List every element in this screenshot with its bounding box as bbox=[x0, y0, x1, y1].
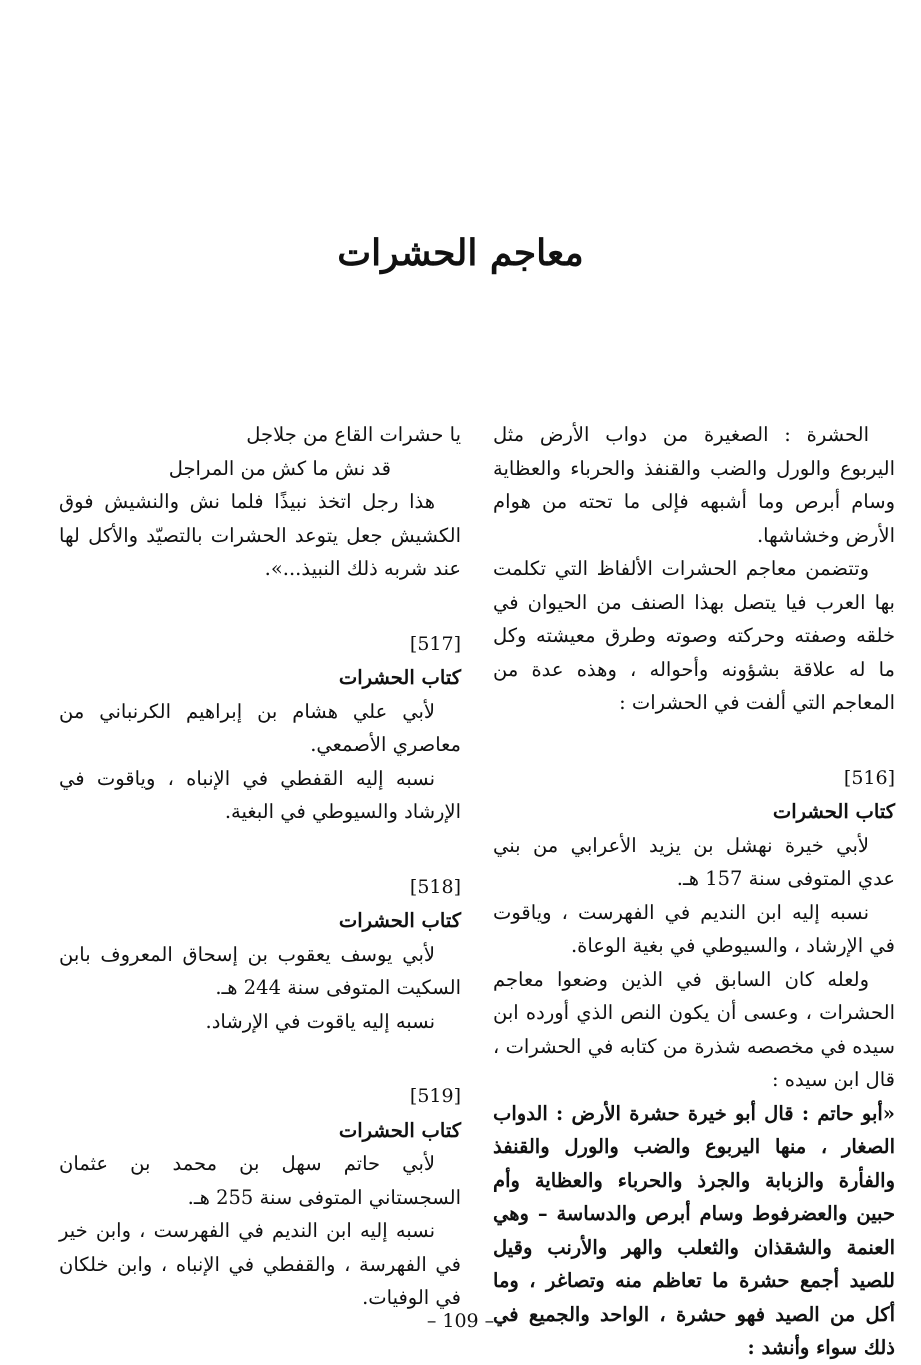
entry-title-517: كتاب الحشرات bbox=[338, 666, 461, 689]
section-gap bbox=[59, 586, 461, 628]
verse-commentary: هذا رجل اتخذ نبيذًا فلما نش والنشيش فوق الكشيش جعل يتوعد الحشرات بالتصيّد والأكل لها عند شربه ذلك النبيذ...». bbox=[59, 490, 461, 580]
entry-quote-516: «أبو حاتم : قال أبو خيرة حشرة الأرض : الدواب الصغار ، منها اليربوع والضب والورل والقنفذ والفأرة والزبابة والجرذ والحرباء والعظاية وأم حبين والعضرفوط وسام أبرص والدساسة – وهي العنمة والشقذان والثعلب والهر والأرنب وقيل للصيد أجمع حشرة ما تعاظم منه وتصاغر ، وما أكل من الصيد فهو حشرة ، الواحد والجميع في ذلك سواء وأنشد : bbox=[493, 1101, 895, 1359]
entry-number-518: [518] bbox=[409, 875, 461, 898]
entry-author-518: لأبي يوسف يعقوب بن إسحاق المعروف بابن السكيت المتوفى سنة 244 هـ. bbox=[59, 942, 461, 999]
entry-title-518: كتاب الحشرات bbox=[338, 909, 461, 932]
entry-attribution-519: نسبه إليه ابن النديم في الفهرست ، وابن خير في الفهرسة ، والقفطي في الإنباه ، وابن خلكان في الوفيات. bbox=[59, 1219, 461, 1309]
section-gap bbox=[59, 1038, 461, 1080]
left-column bbox=[59, 418, 461, 1315]
entry-number-519: [519] bbox=[409, 1085, 461, 1107]
entry-author-516: لأبي خيرة نهشل بن يزيد الأعرابي من بني عدي المتوفى سنة 157 هـ. bbox=[493, 833, 895, 890]
entry-number-516: [516] bbox=[843, 766, 895, 789]
page-number: – 109 – bbox=[426, 1310, 495, 1332]
entry-author-517: لأبي علي هشام بن إبراهيم الكرنباني من معاصري الأصمعي. bbox=[59, 699, 461, 756]
section-gap bbox=[493, 720, 895, 762]
entry-number-517: [517] bbox=[409, 632, 461, 655]
verse-line-1: يا حشرات القاع من جلاجل bbox=[246, 423, 461, 446]
page-title: معاجم الحشرات bbox=[337, 232, 584, 274]
entry-title-519: كتاب الحشرات bbox=[338, 1118, 461, 1142]
entry-author-519: لأبي حاتم سهل بن محمد بن عثمان السجستاني المتوفى سنة 255 هـ. bbox=[59, 1152, 461, 1209]
entry-title-516: كتاب الحشرات bbox=[772, 800, 895, 823]
entry-attribution-516: نسبه إليه ابن النديم في الفهرست ، وياقوت في الإرشاد ، والسيوطي في بغية الوعاة. bbox=[493, 900, 895, 957]
right-column bbox=[493, 418, 895, 1365]
entry-attribution-518: نسبه إليه ياقوت في الإرشاد. bbox=[205, 1009, 435, 1033]
entry-note-516: ولعله كان السابق في الذين وضعوا معاجم الحشرات ، وعسى أن يكون النص الذي أورده ابن سيده في مخصصه شذرة من كتابه في الحشرات ، قال ابن سيده : bbox=[493, 967, 895, 1091]
verse-line-2: قد نش ما كش من المراجل bbox=[168, 456, 391, 480]
intro-paragraph-1: الحشرة : الصغيرة من دواب الأرض مثل اليربوع والورل والضب والقنفذ والحرباء والعظاية وسام أبرص وما أشبهه فإلى ما تحته من هوام الأرض وخشاشها. bbox=[493, 423, 895, 547]
intro-paragraph-2: وتتضمن معاجم الحشرات الألفاظ التي تكلمت بها العرب فيا يتصل بهذا الصنف من الحيوان في خلقه وصفته وحركته وصوته وطرق معيشته وكل ما له علاقة بشؤونه وأحواله ، وهذه عدة من المعاجم التي ألفت في الحشرات : bbox=[493, 557, 895, 714]
section-gap bbox=[59, 829, 461, 871]
entry-attribution-517: نسبه إليه القفطي في الإنباه ، وياقوت في الإرشاد والسيوطي في البغية. bbox=[59, 766, 461, 823]
